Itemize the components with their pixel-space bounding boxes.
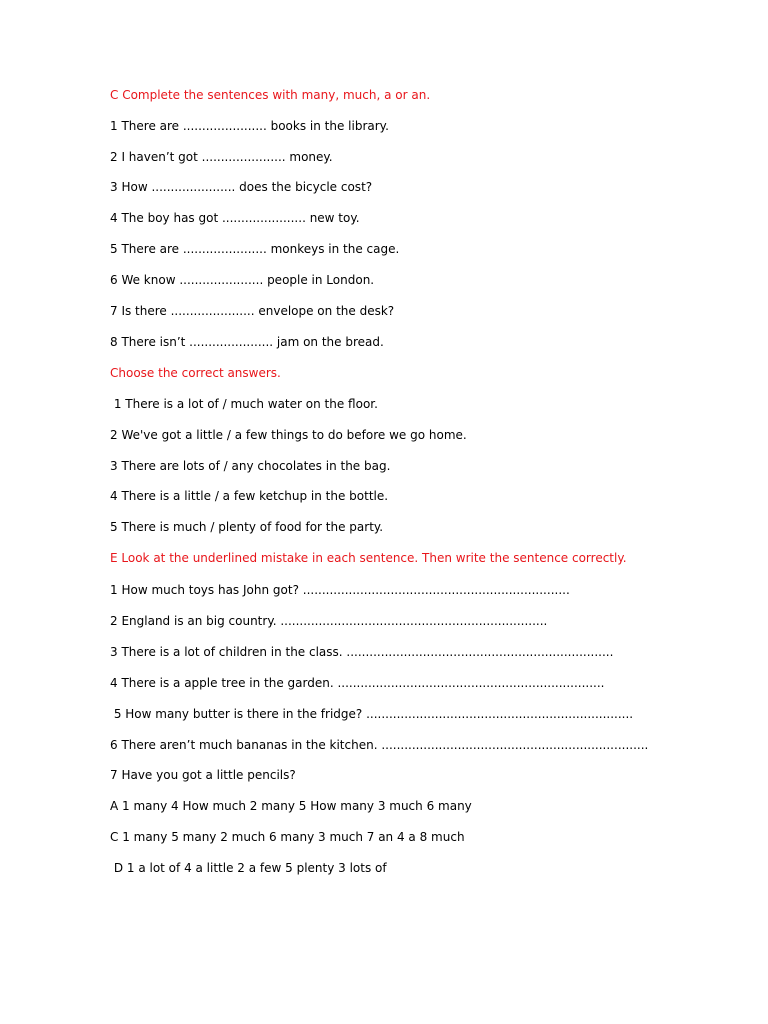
section-e-item: 7 Have you got a little pencils? [110, 768, 296, 782]
section-d-heading: Choose the correct answers. [110, 366, 281, 380]
answer-key-line: A 1 many 4 How much 2 many 5 How many 3 much 6 many [110, 799, 472, 813]
section-c-heading: C Complete the sentences with many, much, a or an. [110, 88, 431, 102]
section-e-item: 1 How much toys has John got? ...................................................................... [110, 583, 570, 597]
section-c-item: 8 There isn’t ...................... jam on the bread. [110, 335, 384, 349]
section-c-item: 4 The boy has got ...................... new toy. [110, 211, 360, 225]
section-d-item: 3 There are lots of / any chocolates in the bag. [110, 459, 391, 473]
section-c-item: 5 There are ...................... monkeys in the cage. [110, 242, 400, 256]
section-c-item: 7 Is there ...................... envelope on the desk? [110, 304, 395, 318]
answer-key-line: C 1 many 5 many 2 much 6 many 3 much 7 an 4 a 8 much [110, 830, 465, 844]
section-e-item: 2 England is an big country. ...................................................................... [110, 614, 548, 628]
section-d-item: 4 There is a little / a few ketchup in the bottle. [110, 489, 389, 503]
section-d-item: 1 There is a lot of / much water on the floor. [110, 397, 378, 411]
section-c-item: 2 I haven’t got ...................... money. [110, 150, 333, 164]
section-e-item: 6 There aren’t much bananas in the kitchen. ...................................................................... [110, 738, 649, 752]
section-e-item: 3 There is a lot of children in the class. ...................................................................... [110, 645, 614, 659]
section-c-item: 1 There are ...................... books in the library. [110, 119, 389, 133]
section-c-item: 6 We know ...................... people in London. [110, 273, 375, 287]
section-d-item: 5 There is much / plenty of food for the party. [110, 520, 384, 534]
section-e-item: 5 How many butter is there in the fridge? ...................................................................... [110, 707, 634, 721]
section-d-item: 2 We've got a little / a few things to do before we go home. [110, 428, 467, 442]
section-c-item: 3 How ...................... does the bicycle cost? [110, 180, 373, 194]
section-e-item: 4 There is a apple tree in the garden. ...................................................................... [110, 676, 605, 690]
section-e-heading: E Look at the underlined mistake in each sentence. Then write the sentence correctly. [110, 551, 627, 565]
answer-key-line: D 1 a lot of 4 a little 2 a few 5 plenty 3 lots of [110, 861, 387, 875]
